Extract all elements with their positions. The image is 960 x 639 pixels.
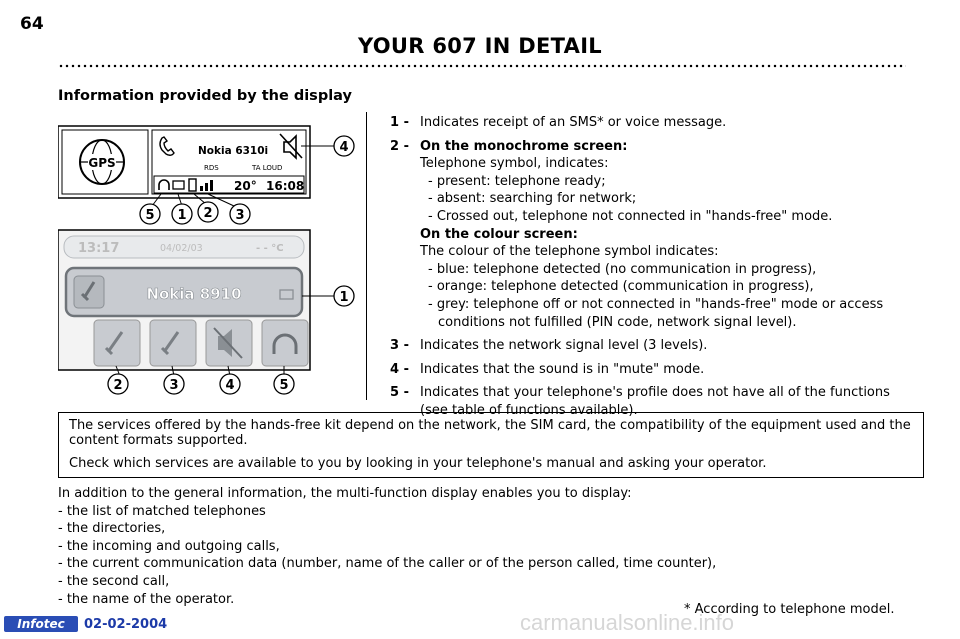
ta-label: TA LOUD <box>252 164 283 172</box>
mono-temperature: 20° <box>234 179 257 193</box>
colour-callout-4 <box>220 374 240 394</box>
display-capabilities: In addition to the general information, the multi-function display enables you to display: - the list of matched telephones - the directories, - the incoming and outgoing calls, - the current communication data (number, name of the caller or of the person called, time counter), - the second call, - the name of the operator. <box>58 485 918 608</box>
notice-paragraph: Check which services are available to you by looking in your telephone's manual and asking your operator. <box>69 456 767 471</box>
list-item: - the current communication data (number, name of the caller or of the person called, time counter), <box>58 556 717 572</box>
notice-paragraph: The services offered by the hands-free kit depend on the network, the SIM card, the compatibility of the equipment used and the content formats supported. <box>69 418 911 448</box>
svg-text:5: 5 <box>145 208 155 223</box>
column-divider <box>366 112 367 400</box>
colour-date: 04/02/03 <box>160 243 203 254</box>
display-info-list <box>390 114 915 426</box>
dotted-divider <box>58 64 906 68</box>
mono-callout-4 <box>334 136 354 156</box>
list-item: 5 - Indicates that your telephone's profile does not have all of the functions (see table of functions available). <box>390 385 890 418</box>
colour-temperature: - - °C <box>256 243 284 254</box>
mono-callout-2 <box>198 202 218 222</box>
list-item: - the list of matched telephones <box>58 503 266 519</box>
monochrome-display-illustration <box>58 124 368 228</box>
list-item: - the second call, <box>58 573 170 589</box>
svg-text:3: 3 <box>169 378 179 393</box>
mono-callout-5 <box>140 204 160 224</box>
svg-text:4: 4 <box>225 378 235 393</box>
svg-text:2: 2 <box>113 378 123 393</box>
section-title: Information provided by the display <box>58 88 352 104</box>
colour-time: 13:17 <box>78 241 120 256</box>
list-item: 4 - Indicates that the sound is in "mute" mode. <box>390 361 705 377</box>
infotec-logo: Infotec <box>4 616 78 632</box>
list-item: - the name of the operator. <box>58 591 235 607</box>
gps-label: GPS <box>88 156 116 170</box>
list-item: 3 - Indicates the network signal level (3 levels). <box>390 338 708 354</box>
watermark: carmanualsonline.info <box>520 610 735 635</box>
svg-text:1: 1 <box>177 208 187 223</box>
list-item: - the incoming and outgoing calls, <box>58 538 280 554</box>
mono-callout-1 <box>172 204 192 224</box>
list-item: - the directories, <box>58 521 166 537</box>
colour-callout-1 <box>334 286 354 306</box>
mono-callout-3 <box>230 204 250 224</box>
svg-text:2: 2 <box>203 206 213 221</box>
mono-time: 16:08 <box>266 179 305 193</box>
list-item: 2 - On the monochrome screen: Telephone symbol, indicates: - present: telephone ready; - absent: searching for network; - Crossed out, telephone not connected in "hands-free" mode. On the colour screen: The colour of the telephone symbol indicates: - blue: telephone detected (no communication in progress), - orange: telephone detected (communication in progress), - grey: telephone off or not connected in "hands-free" mode or access conditions not fulfilled (PIN code, network signal level). <box>390 138 884 330</box>
footnote: * According to telephone model. <box>684 602 895 617</box>
footer-date: 02-02-2004 <box>84 617 168 632</box>
colour-callout-2 <box>108 374 128 394</box>
rds-label: RDS <box>204 164 219 172</box>
svg-text:3: 3 <box>235 208 245 223</box>
services-notice-box <box>58 412 924 478</box>
page-title: YOUR 607 IN DETAIL <box>357 34 602 58</box>
svg-text:1: 1 <box>339 290 349 305</box>
colour-display-illustration <box>58 228 368 398</box>
colour-phone-model: Nokia 8910 <box>146 285 242 303</box>
svg-text:4: 4 <box>339 140 349 155</box>
colour-callout-5 <box>274 374 294 394</box>
colour-callout-3 <box>164 374 184 394</box>
list-item: 1 - Indicates receipt of an SMS* or voice message. <box>390 115 727 130</box>
svg-text:5: 5 <box>279 378 289 393</box>
page-number: 64 <box>20 14 44 34</box>
mono-phone-model: Nokia 6310i <box>198 145 269 157</box>
